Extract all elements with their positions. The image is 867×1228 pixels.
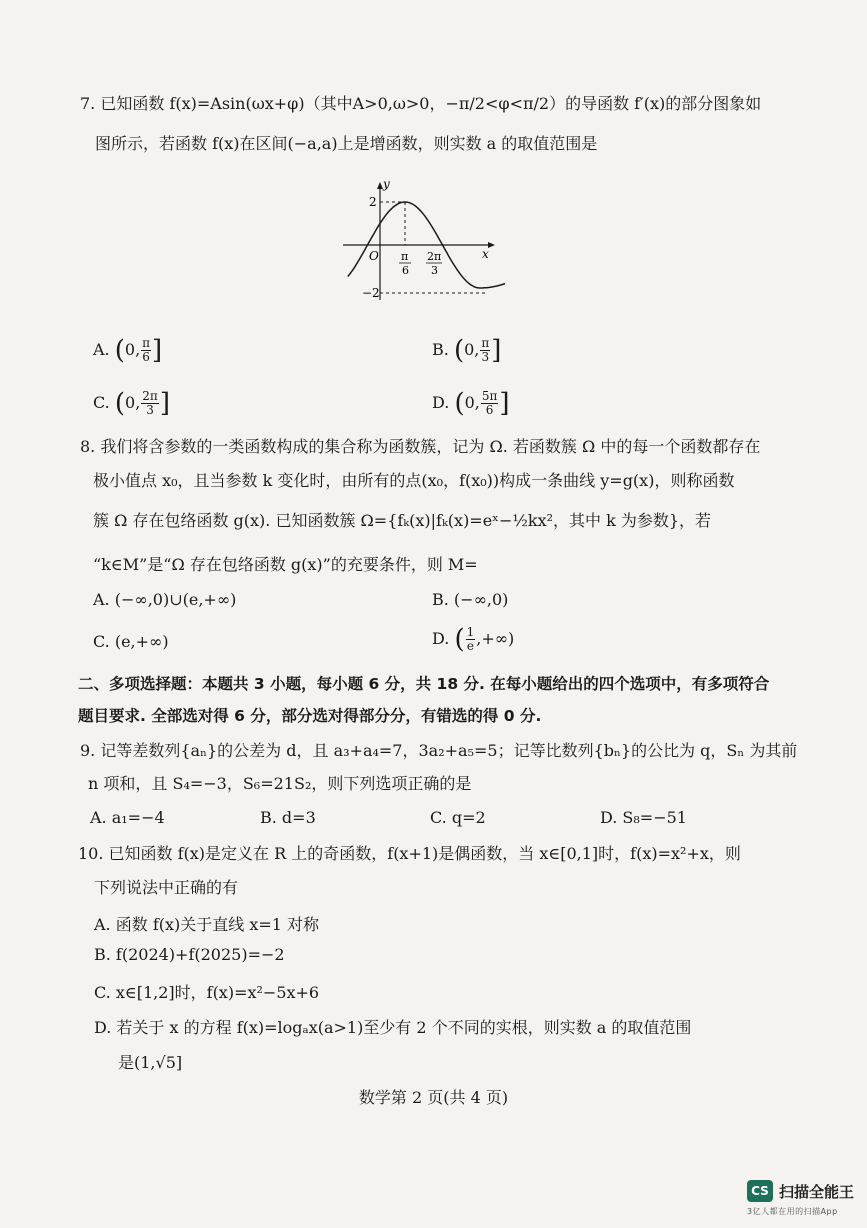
tick2-num: 2π (427, 250, 442, 263)
q7-option-c-num: 2π (142, 389, 158, 403)
q8-option-d-den: e (466, 639, 474, 653)
q7-derivative-graph (335, 178, 505, 306)
q10-option-b[interactable]: B. f(2024)+f(2025)=−2 (94, 945, 285, 964)
q9-option-d[interactable]: D. S₈=−51 (600, 808, 687, 827)
q7-option-a-left: 0, (124, 340, 141, 359)
watermark-name: 扫描全能王 (779, 1182, 855, 1201)
section2-line1: 二、多项选择题：本题共 3 小题，每小题 6 分，共 18 分. 在每小题给出的四个选项中，有多项符合 (78, 675, 770, 693)
q7-option-c-left: 0, (125, 393, 141, 412)
cs-badge-icon: CS (747, 1180, 773, 1202)
q7-line1: 7. 已知函数 f(x)=Asin(ωx+φ)（其中A>0,ω>0，−π/2<φ<π/2）的导函数 f′(x)的部分图象如 (80, 94, 762, 113)
origin-label: O (369, 249, 379, 263)
q10-line1: 10. 已知函数 f(x)是定义在 R 上的奇函数，f(x+1)是偶函数，当 x∈[0,1]时，f(x)=x²+x，则 (78, 844, 741, 863)
q7-option-b[interactable]: B. (0, $\frac{\pi}{3}$ ] (432, 335, 502, 366)
x-axis-arrow-icon (488, 242, 495, 248)
q7-option-b-num: π (481, 336, 490, 350)
q8-line3: 簇 Ω 存在包络函数 g(x). 已知函数簇 Ω={fₖ(x)|fₖ(x)=eˣ−½kx²，其中 k 为参数}，若 (93, 511, 712, 530)
q8-option-a[interactable]: A. (−∞,0)∪(e,+∞) (93, 590, 237, 609)
q8-line1: 8. 我们将含参数的一类函数构成的集合称为函数簇，记为 Ω. 若函数簇 Ω 中的每一个函数都存在 (80, 437, 761, 456)
q8-option-d-tail: ,+∞) (476, 629, 515, 648)
q7-option-a-num: π (142, 336, 151, 350)
q8-option-d[interactable]: D. ( $\frac{1}{e}$ ,+∞) (432, 624, 515, 655)
camscanner-watermark (747, 1180, 854, 1217)
section2-line2: 题目要求. 全部选对得 6 分，部分选对得部分分，有错选的得 0 分. (78, 707, 542, 725)
q8-line2: 极小值点 x₀，且当参数 k 变化时，由所有的点(x₀，f(x₀))构成一条曲线 y=g(x)，则称函数 (93, 471, 735, 490)
q7-option-c-letter: C. (93, 393, 110, 412)
q7-line2: 图所示，若函数 f(x)在区间(−a,a)上是增函数，则实数 a 的取值范围是 (95, 134, 598, 153)
q9-line1: 9. 记等差数列{aₙ}的公差为 d，且 a₃+a₄=7，3a₂+a₅=5；记等比数列{bₙ}的公比为 q，Sₙ 为其前 (80, 741, 798, 760)
q7-option-d-left: 0, (464, 393, 480, 412)
q10-option-d-line2: 是(1,√5] (118, 1053, 183, 1072)
q7-option-b-letter: B. (432, 340, 449, 359)
y-axis-label: y (383, 178, 390, 191)
tick2-den: 3 (431, 264, 438, 277)
q10-option-d-line1[interactable]: D. 若关于 x 的方程 f(x)=logₐx(a>1)至少有 2 个不同的实根，则实数 a 的取值范围 (94, 1018, 692, 1037)
q7-option-b-left: 0, (464, 340, 480, 359)
q7-option-d-letter: D. (432, 393, 450, 412)
q9-line2: n 项和，且 S₄=−3，S₆=21S₂，则下列选项正确的是 (88, 774, 472, 793)
q10-option-c[interactable]: C. x∈[1,2]时，f(x)=x²−5x+6 (94, 983, 320, 1002)
q7-option-d-den: 6 (485, 403, 494, 417)
q8-option-d-num: 1 (466, 625, 475, 639)
watermark-tagline: 3亿人都在用的扫描App (747, 1207, 838, 1216)
q10-line2: 下列说法中正确的有 (94, 878, 239, 897)
q8-line4: “k∈M”是“Ω 存在包络函数 g(x)”的充要条件，则 M= (93, 555, 478, 574)
y-min-label: −2 (362, 286, 380, 300)
tick1-num: π (401, 250, 409, 263)
q7-option-a[interactable]: A. (0, $\frac{\pi}{6}$ ] (93, 335, 163, 366)
q10-option-a[interactable]: A. 函数 f(x)关于直线 x=1 对称 (94, 915, 320, 934)
q8-option-c[interactable]: C. (e,+∞) (93, 632, 169, 651)
page-footer: 数学第 2 页(共 4 页) (358, 1088, 509, 1107)
q7-option-a-letter: A. (93, 340, 110, 359)
q7-option-c[interactable]: C. (0, $\frac{2\pi}{3}$ ] (93, 388, 170, 419)
q7-option-d[interactable]: D. (0, $\frac{5\pi}{6}$ ] (432, 388, 510, 419)
q7-option-a-den: 6 (142, 350, 150, 364)
x-axis-label: x (482, 247, 489, 261)
q8-option-d-letter: D. (432, 629, 450, 648)
q9-option-a[interactable]: A. a₁=−4 (90, 808, 165, 827)
q9-option-b[interactable]: B. d=3 (260, 808, 316, 827)
q7-option-c-den: 3 (146, 403, 154, 417)
y-max-label: 2 (369, 195, 377, 209)
tick1-den: 6 (402, 264, 409, 277)
q8-option-b[interactable]: B. (−∞,0) (432, 590, 509, 609)
q9-option-c[interactable]: C. q=2 (430, 808, 486, 827)
q7-option-b-den: 3 (481, 350, 490, 364)
q7-option-d-num: 5π (481, 389, 498, 403)
